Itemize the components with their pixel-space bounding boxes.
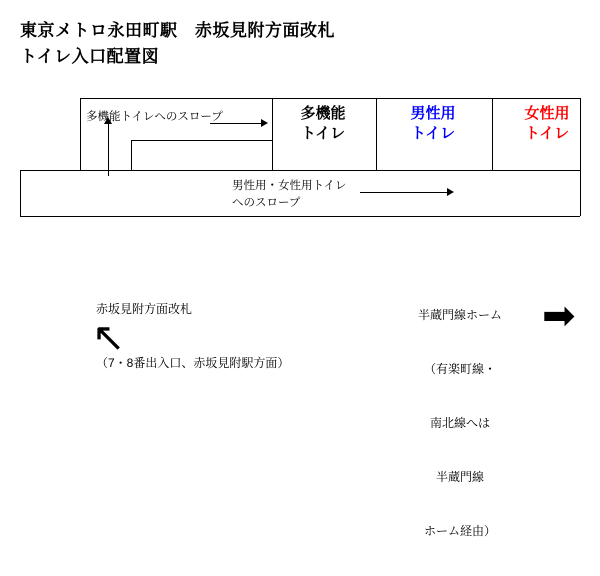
room-label-mens-line1: 男性用 bbox=[410, 105, 456, 122]
corridor-wall-right bbox=[580, 170, 581, 216]
room-label-multipurpose-line1: 多機能 bbox=[300, 105, 346, 122]
arrow-down-left-icon: ← bbox=[80, 309, 137, 367]
caption-right bbox=[418, 270, 502, 576]
slope-arrow-mw-shaft bbox=[360, 192, 448, 193]
corridor-wall-left bbox=[20, 170, 21, 216]
annotation-slope-mens-womens bbox=[232, 178, 346, 211]
caption-left-line1: 赤坂見附方面改札 bbox=[96, 302, 193, 316]
caption-right-line4: 半蔵門線 bbox=[436, 470, 485, 484]
wall-divider-mid bbox=[376, 98, 377, 170]
page-title-line2: トイレ入口配置図 bbox=[20, 47, 160, 66]
caption-right-line2: （有楽町線・ bbox=[424, 362, 497, 376]
caption-right-line3: 南北線へは bbox=[430, 416, 491, 430]
slope-arrow-multipurpose-shaft bbox=[108, 123, 109, 176]
corridor-wall-top-left bbox=[20, 170, 80, 171]
partition-vertical-inner bbox=[131, 140, 132, 170]
annotation-slope-multipurpose: 多機能トイレへのスロープ bbox=[86, 111, 223, 123]
room-label-mens bbox=[392, 104, 474, 145]
room-label-womens-line2: トイレ bbox=[524, 125, 570, 143]
corridor-wall-bottom bbox=[20, 216, 580, 217]
caption-left-line2: （7・8番出入口、赤坂見附駅方面） bbox=[96, 356, 290, 370]
partition-horizontal-inner bbox=[131, 140, 272, 141]
annotation-slope-mens-womens-line1: 男性用・女性用トイレ bbox=[232, 180, 347, 192]
caption-right-line5: ホーム経由） bbox=[424, 524, 497, 538]
room-label-multipurpose bbox=[282, 104, 364, 145]
wall-left-upper bbox=[80, 98, 81, 170]
annotation-slope-mens-womens-line2: へのスロープ bbox=[232, 196, 301, 209]
arrow-right-icon: ➡ bbox=[542, 293, 576, 339]
slope-arrow-mw-head bbox=[447, 188, 454, 196]
room-label-womens-line1: 女性用 bbox=[524, 105, 570, 122]
room-label-multipurpose-line2: トイレ bbox=[300, 125, 346, 143]
wall-divider-right bbox=[492, 98, 493, 170]
wall-bottom-rooms bbox=[80, 170, 580, 171]
room-label-womens bbox=[506, 104, 588, 145]
wall-divider-left bbox=[272, 98, 273, 170]
slope-arrow-multipurpose-h-head bbox=[261, 119, 268, 127]
wall-top bbox=[80, 98, 580, 99]
caption-right-line1: 半蔵門線ホーム bbox=[418, 308, 503, 322]
room-label-mens-line2: トイレ bbox=[410, 125, 456, 143]
page-title-line1: 東京メトロ永田町駅 赤坂見附方面改札 bbox=[20, 21, 335, 40]
